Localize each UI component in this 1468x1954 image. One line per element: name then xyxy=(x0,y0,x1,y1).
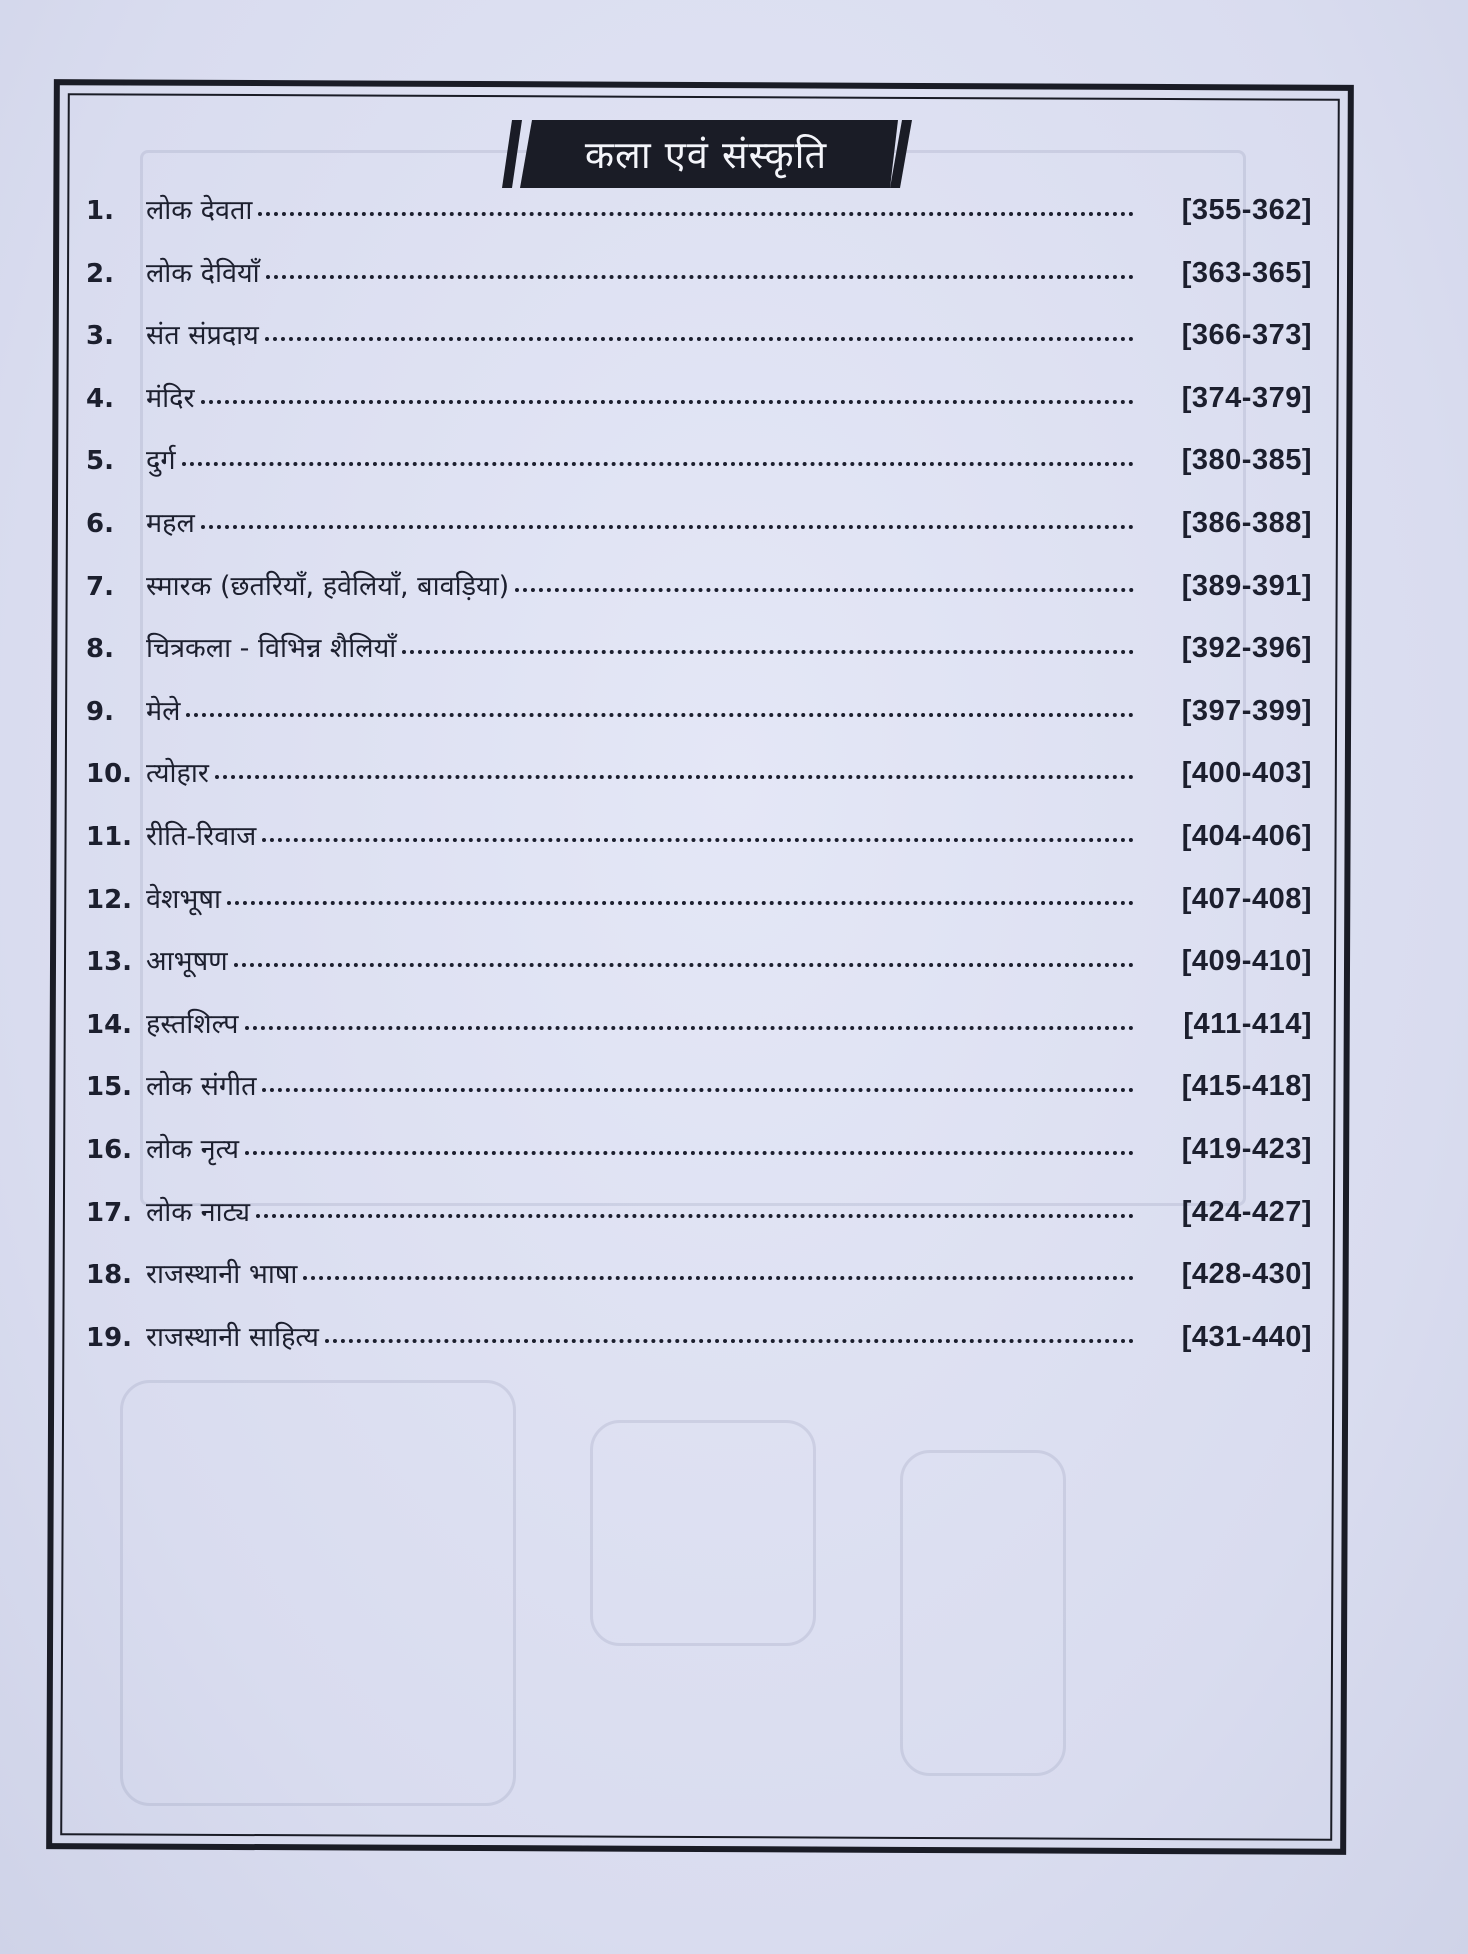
entry-title: रीति-रिवाज xyxy=(146,820,257,852)
entry-pages: [404-406] xyxy=(1181,819,1312,852)
entry-title: संत संप्रदाय xyxy=(146,320,259,352)
toc-entry[interactable] xyxy=(86,1004,1312,1067)
entry-title: लोक नाट्य xyxy=(146,1196,251,1228)
entry-pages: [409-410] xyxy=(1181,945,1312,978)
entry-number: 2. xyxy=(86,258,114,289)
dot-leader xyxy=(266,275,1134,279)
entry-pages: [363-365] xyxy=(1181,256,1312,289)
entry-number: 12. xyxy=(86,884,133,915)
entry-number: 5. xyxy=(86,446,114,477)
entry-number: 10. xyxy=(86,759,133,790)
toc-entry[interactable] xyxy=(86,691,1312,754)
dot-leader xyxy=(325,1339,1134,1343)
table-of-contents xyxy=(86,190,1312,1379)
entry-number: 11. xyxy=(86,821,133,852)
dot-leader xyxy=(201,400,1134,404)
entry-title: लोक देवियाँ xyxy=(146,257,260,289)
entry-title: लोक संगीत xyxy=(146,1071,257,1103)
toc-entry[interactable] xyxy=(86,190,1312,253)
entry-title: स्मारक (छतरियाँ, हवेलियाँ, बावड़िया) xyxy=(146,570,510,602)
toc-entry[interactable] xyxy=(86,315,1312,378)
entry-number: 19. xyxy=(86,1322,133,1353)
entry-title: त्योहार xyxy=(146,758,209,790)
entry-number: 17. xyxy=(86,1197,133,1228)
entry-pages: [366-373] xyxy=(1181,319,1312,352)
entry-title: मेले xyxy=(146,695,181,727)
toc-entry[interactable] xyxy=(86,1254,1312,1317)
entry-pages: [380-385] xyxy=(1181,444,1312,477)
dot-leader xyxy=(258,212,1134,216)
toc-entry[interactable] xyxy=(86,440,1312,503)
entry-title: राजस्थानी भाषा xyxy=(146,1259,298,1291)
entry-number: 18. xyxy=(86,1260,133,1291)
dot-leader xyxy=(256,1214,1134,1218)
entry-pages: [397-399] xyxy=(1181,694,1312,727)
entry-number: 6. xyxy=(86,508,114,539)
entry-title: हस्तशिल्प xyxy=(146,1008,239,1040)
dot-leader xyxy=(245,1151,1134,1155)
toc-entry[interactable] xyxy=(86,503,1312,566)
dot-leader xyxy=(515,588,1134,592)
entry-number: 3. xyxy=(86,321,114,352)
dot-leader xyxy=(262,838,1134,842)
entry-number: 7. xyxy=(86,571,114,602)
entry-title: आभूषण xyxy=(146,946,228,978)
entry-title: दुर्ग xyxy=(146,445,176,477)
toc-entry[interactable] xyxy=(86,253,1312,316)
page-title: कला एवं संस्कृति xyxy=(584,133,828,177)
entry-number: 15. xyxy=(86,1072,133,1103)
entry-title: मंदिर xyxy=(146,382,195,414)
entry-pages: [374-379] xyxy=(1181,381,1312,414)
toc-entry[interactable] xyxy=(86,566,1312,629)
entry-title: चित्रकला - विभिन्न शैलियाँ xyxy=(146,633,397,665)
dot-leader xyxy=(245,1026,1134,1030)
dot-leader xyxy=(227,901,1134,905)
entry-pages: [407-408] xyxy=(1181,882,1312,915)
toc-entry[interactable] xyxy=(86,879,1312,942)
dot-leader xyxy=(215,775,1134,779)
entry-number: 8. xyxy=(86,634,114,665)
toc-entry[interactable] xyxy=(86,1317,1312,1380)
entry-pages: [386-388] xyxy=(1181,506,1312,539)
dot-leader xyxy=(402,650,1134,654)
dot-leader xyxy=(201,525,1134,529)
toc-entry[interactable] xyxy=(86,1066,1312,1129)
entry-title: लोक नृत्य xyxy=(146,1133,240,1165)
entry-pages: [424-427] xyxy=(1181,1195,1312,1228)
entry-title: लोक देवता xyxy=(146,195,253,226)
dot-leader xyxy=(186,713,1134,717)
entry-pages: [415-418] xyxy=(1181,1070,1312,1103)
entry-title: राजस्थानी साहित्य xyxy=(146,1321,319,1353)
toc-entry[interactable] xyxy=(86,628,1312,691)
dot-leader xyxy=(182,462,1134,466)
entry-number: 14. xyxy=(86,1009,133,1040)
entry-number: 4. xyxy=(86,383,114,414)
dot-leader xyxy=(262,1088,1134,1092)
entry-number: 9. xyxy=(86,696,114,727)
entry-pages: [355-362] xyxy=(1181,194,1312,226)
dot-leader xyxy=(234,963,1134,967)
toc-entry[interactable] xyxy=(86,753,1312,816)
entry-pages: [431-440] xyxy=(1181,1320,1312,1353)
toc-entry[interactable] xyxy=(86,941,1312,1004)
dot-leader xyxy=(265,337,1134,341)
entry-pages: [428-430] xyxy=(1181,1258,1312,1291)
toc-entry[interactable] xyxy=(86,378,1312,441)
entry-title: वेशभूषा xyxy=(146,883,221,915)
entry-pages: [392-396] xyxy=(1181,632,1312,665)
entry-pages: [411-414] xyxy=(1183,1007,1312,1040)
toc-entry[interactable] xyxy=(86,816,1312,879)
entry-pages: [419-423] xyxy=(1181,1132,1312,1165)
toc-entry[interactable] xyxy=(86,1129,1312,1192)
section-heading-banner xyxy=(498,118,914,190)
entry-number: 1. xyxy=(86,196,114,226)
entry-number: 13. xyxy=(86,947,133,978)
entry-number: 16. xyxy=(86,1134,133,1165)
entry-title: महल xyxy=(146,507,195,539)
dot-leader xyxy=(303,1276,1134,1280)
entry-pages: [389-391] xyxy=(1181,569,1312,602)
toc-entry[interactable] xyxy=(86,1192,1312,1255)
entry-pages: [400-403] xyxy=(1181,757,1312,790)
